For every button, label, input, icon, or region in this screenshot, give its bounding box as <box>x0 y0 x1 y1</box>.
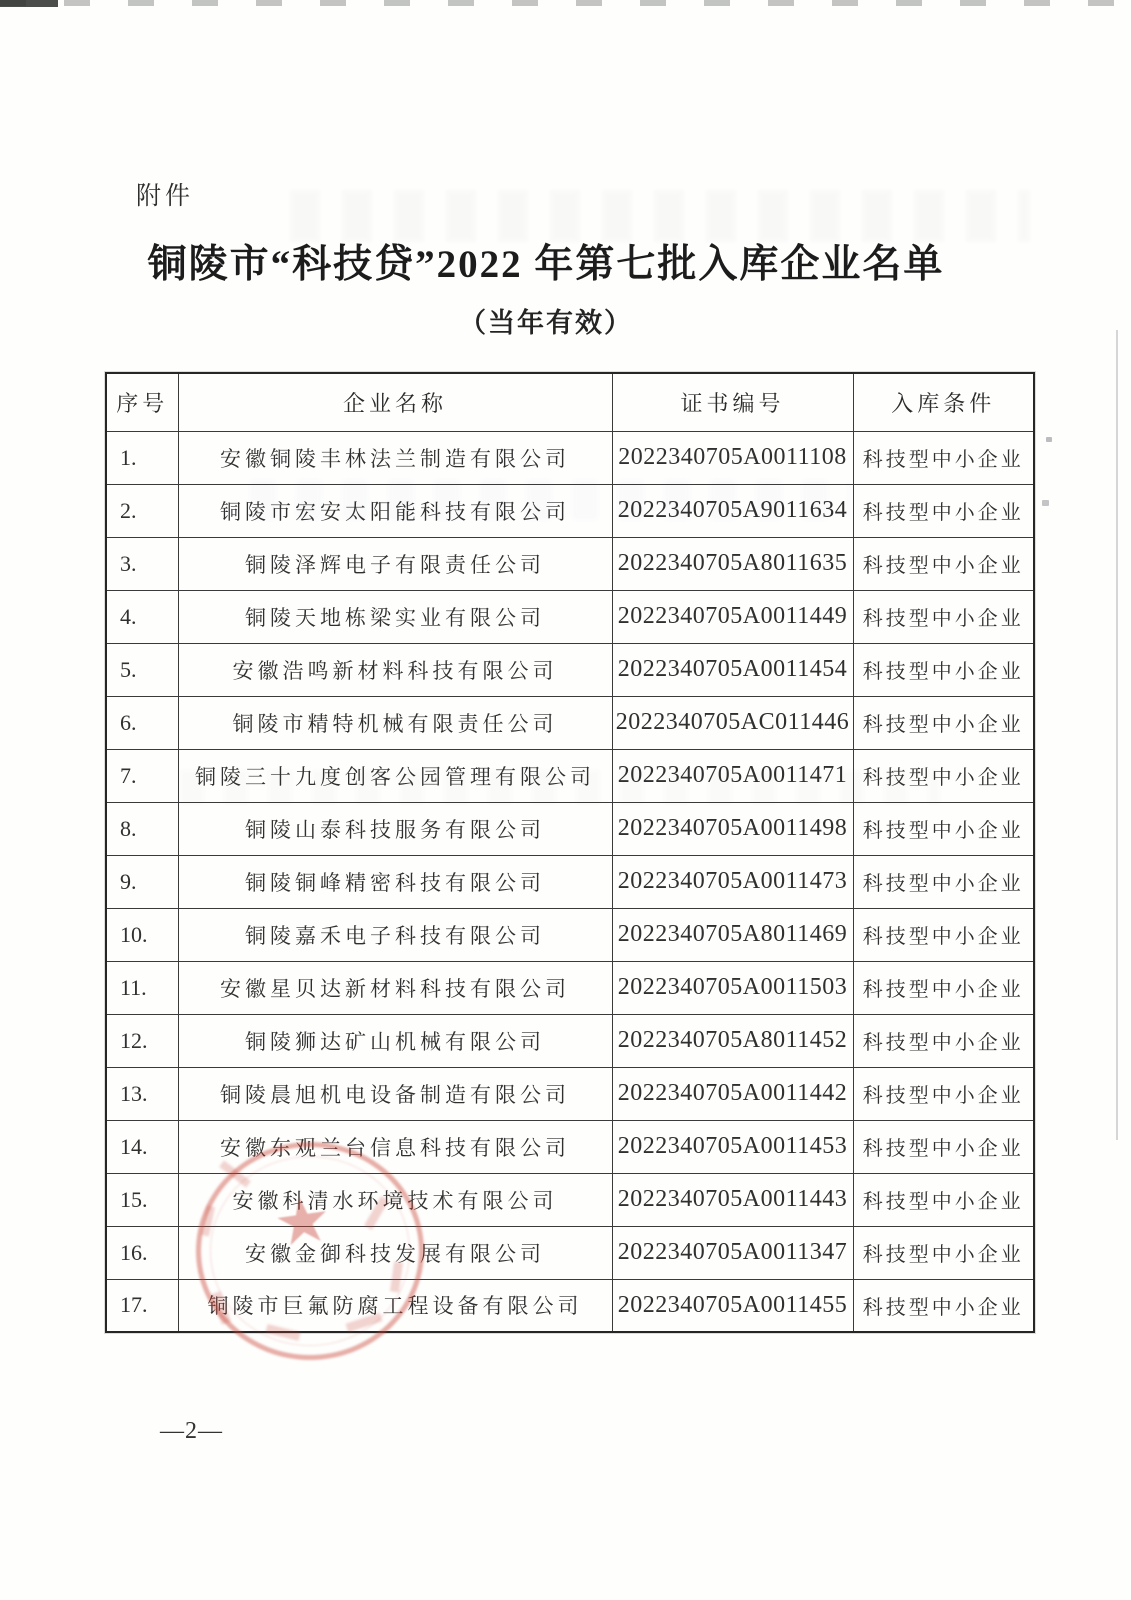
cell-company-name: 铜陵铜峰精密科技有限公司 <box>178 855 612 908</box>
cell-company-name: 铜陵市巨氟防腐工程设备有限公司 <box>178 1279 612 1332</box>
cell-certificate-no: 2022340705A0011454 <box>612 643 853 696</box>
cell-index: 16. <box>106 1226 178 1279</box>
scan-top-edge-artifact <box>0 0 1131 6</box>
cell-index: 4. <box>106 590 178 643</box>
cell-certificate-no: 2022340705A8011635 <box>612 537 853 590</box>
page-number: —2— <box>160 1418 223 1444</box>
cell-index: 9. <box>106 855 178 908</box>
cell-company-name: 铜陵山泰科技服务有限公司 <box>178 802 612 855</box>
cell-entry-condition: 科技型中小企业 <box>853 1279 1034 1332</box>
header-row <box>106 373 1034 431</box>
cell-entry-condition: 科技型中小企业 <box>853 1226 1034 1279</box>
cell-company-name: 安徽金御科技发展有限公司 <box>178 1226 612 1279</box>
cell-certificate-no: 2022340705A8011469 <box>612 908 853 961</box>
cell-certificate-no: 2022340705A0011443 <box>612 1173 853 1226</box>
cell-company-name: 安徽科清水环境技术有限公司 <box>178 1173 612 1226</box>
cell-certificate-no: 2022340705A0011442 <box>612 1067 853 1120</box>
cell-company-name: 铜陵泽辉电子有限责任公司 <box>178 537 612 590</box>
cell-certificate-no: 2022340705A0011503 <box>612 961 853 1014</box>
cell-index: 1. <box>106 431 178 484</box>
table-row <box>106 696 1034 749</box>
table-row <box>106 961 1034 1014</box>
table-row <box>106 802 1034 855</box>
cell-index: 7. <box>106 749 178 802</box>
cell-company-name: 铜陵晨旭机电设备制造有限公司 <box>178 1067 612 1120</box>
table-row <box>106 1067 1034 1120</box>
cell-certificate-no: 2022340705A8011452 <box>612 1014 853 1067</box>
cell-entry-condition: 科技型中小企业 <box>853 431 1034 484</box>
table-row <box>106 590 1034 643</box>
cell-company-name: 铜陵天地栋梁实业有限公司 <box>178 590 612 643</box>
cell-certificate-no: 2022340705AC011446 <box>612 696 853 749</box>
star-icon: ★ <box>269 1181 337 1263</box>
cell-entry-condition: 科技型中小企业 <box>853 855 1034 908</box>
cell-company-name: 安徽星贝达新材料科技有限公司 <box>178 961 612 1014</box>
table-row <box>106 1120 1034 1173</box>
table-row <box>106 749 1034 802</box>
cell-entry-condition: 科技型中小企业 <box>853 908 1034 961</box>
cell-entry-condition: 科技型中小企业 <box>853 484 1034 537</box>
scan-corner-mark <box>0 0 58 7</box>
table-row <box>106 1226 1034 1279</box>
cell-certificate-no: 2022340705A0011471 <box>612 749 853 802</box>
cell-index: 2. <box>106 484 178 537</box>
cell-entry-condition: 科技型中小企业 <box>853 802 1034 855</box>
cell-company-name: 铜陵三十九度创客公园管理有限公司 <box>178 749 612 802</box>
col-header-certificate-no: 证书编号 <box>612 373 853 431</box>
table-header <box>106 373 1034 431</box>
cell-certificate-no: 2022340705A0011498 <box>612 802 853 855</box>
cell-index: 3. <box>106 537 178 590</box>
cell-index: 14. <box>106 1120 178 1173</box>
cell-index: 12. <box>106 1014 178 1067</box>
cell-certificate-no: 2022340705A0011455 <box>612 1279 853 1332</box>
cell-entry-condition: 科技型中小企业 <box>853 1173 1034 1226</box>
cell-index: 10. <box>106 908 178 961</box>
cell-index: 17. <box>106 1279 178 1332</box>
table-row <box>106 431 1034 484</box>
cell-entry-condition: 科技型中小企业 <box>853 537 1034 590</box>
cell-entry-condition: 科技型中小企业 <box>853 696 1034 749</box>
cell-certificate-no: 2022340705A0011449 <box>612 590 853 643</box>
attachment-label: 附件 <box>136 183 195 210</box>
cell-entry-condition: 科技型中小企业 <box>853 590 1034 643</box>
cell-certificate-no: 2022340705A0011108 <box>612 431 853 484</box>
cell-company-name: 铜陵市宏安太阳能科技有限公司 <box>178 484 612 537</box>
cell-company-name: 安徽东观兰台信息科技有限公司 <box>178 1120 612 1173</box>
col-header-index: 序号 <box>106 373 178 431</box>
cell-entry-condition: 科技型中小企业 <box>853 1120 1034 1173</box>
cell-company-name: 安徽铜陵丰林法兰制造有限公司 <box>178 431 612 484</box>
col-header-company-name: 企业名称 <box>178 373 612 431</box>
cell-index: 5. <box>106 643 178 696</box>
document-subtitle: （当年有效） <box>459 308 633 338</box>
cell-company-name: 铜陵狮达矿山机械有限公司 <box>178 1014 612 1067</box>
table-row <box>106 537 1034 590</box>
cell-certificate-no: 2022340705A0011473 <box>612 855 853 908</box>
cell-index: 15. <box>106 1173 178 1226</box>
cell-certificate-no: 2022340705A0011347 <box>612 1226 853 1279</box>
cell-company-name: 铜陵市精特机械有限责任公司 <box>178 696 612 749</box>
company-list-table <box>105 372 1035 1333</box>
table-row <box>106 908 1034 961</box>
cell-entry-condition: 科技型中小企业 <box>853 961 1034 1014</box>
table-body <box>106 431 1034 1332</box>
table-row <box>106 484 1034 537</box>
table-row <box>106 1014 1034 1067</box>
col-header-entry-condition: 入库条件 <box>853 373 1034 431</box>
cell-certificate-no: 2022340705A9011634 <box>612 484 853 537</box>
paper-edge-shadow <box>1116 330 1118 1140</box>
cell-index: 8. <box>106 802 178 855</box>
cell-index: 11. <box>106 961 178 1014</box>
cell-certificate-no: 2022340705A0011453 <box>612 1120 853 1173</box>
table-row <box>106 1173 1034 1226</box>
scan-speck <box>1046 437 1052 442</box>
table-row <box>106 643 1034 696</box>
document-title: 铜陵市“科技贷”2022 年第七批入库企业名单 <box>147 243 945 286</box>
cell-entry-condition: 科技型中小企业 <box>853 749 1034 802</box>
cell-company-name: 安徽浩鸣新材料科技有限公司 <box>178 643 612 696</box>
cell-entry-condition: 科技型中小企业 <box>853 1067 1034 1120</box>
cell-entry-condition: 科技型中小企业 <box>853 1014 1034 1067</box>
cell-entry-condition: 科技型中小企业 <box>853 643 1034 696</box>
cell-index: 6. <box>106 696 178 749</box>
table-row <box>106 1279 1034 1332</box>
table-row <box>106 855 1034 908</box>
cell-company-name: 铜陵嘉禾电子科技有限公司 <box>178 908 612 961</box>
scan-speck <box>1042 500 1049 506</box>
cell-index: 13. <box>106 1067 178 1120</box>
